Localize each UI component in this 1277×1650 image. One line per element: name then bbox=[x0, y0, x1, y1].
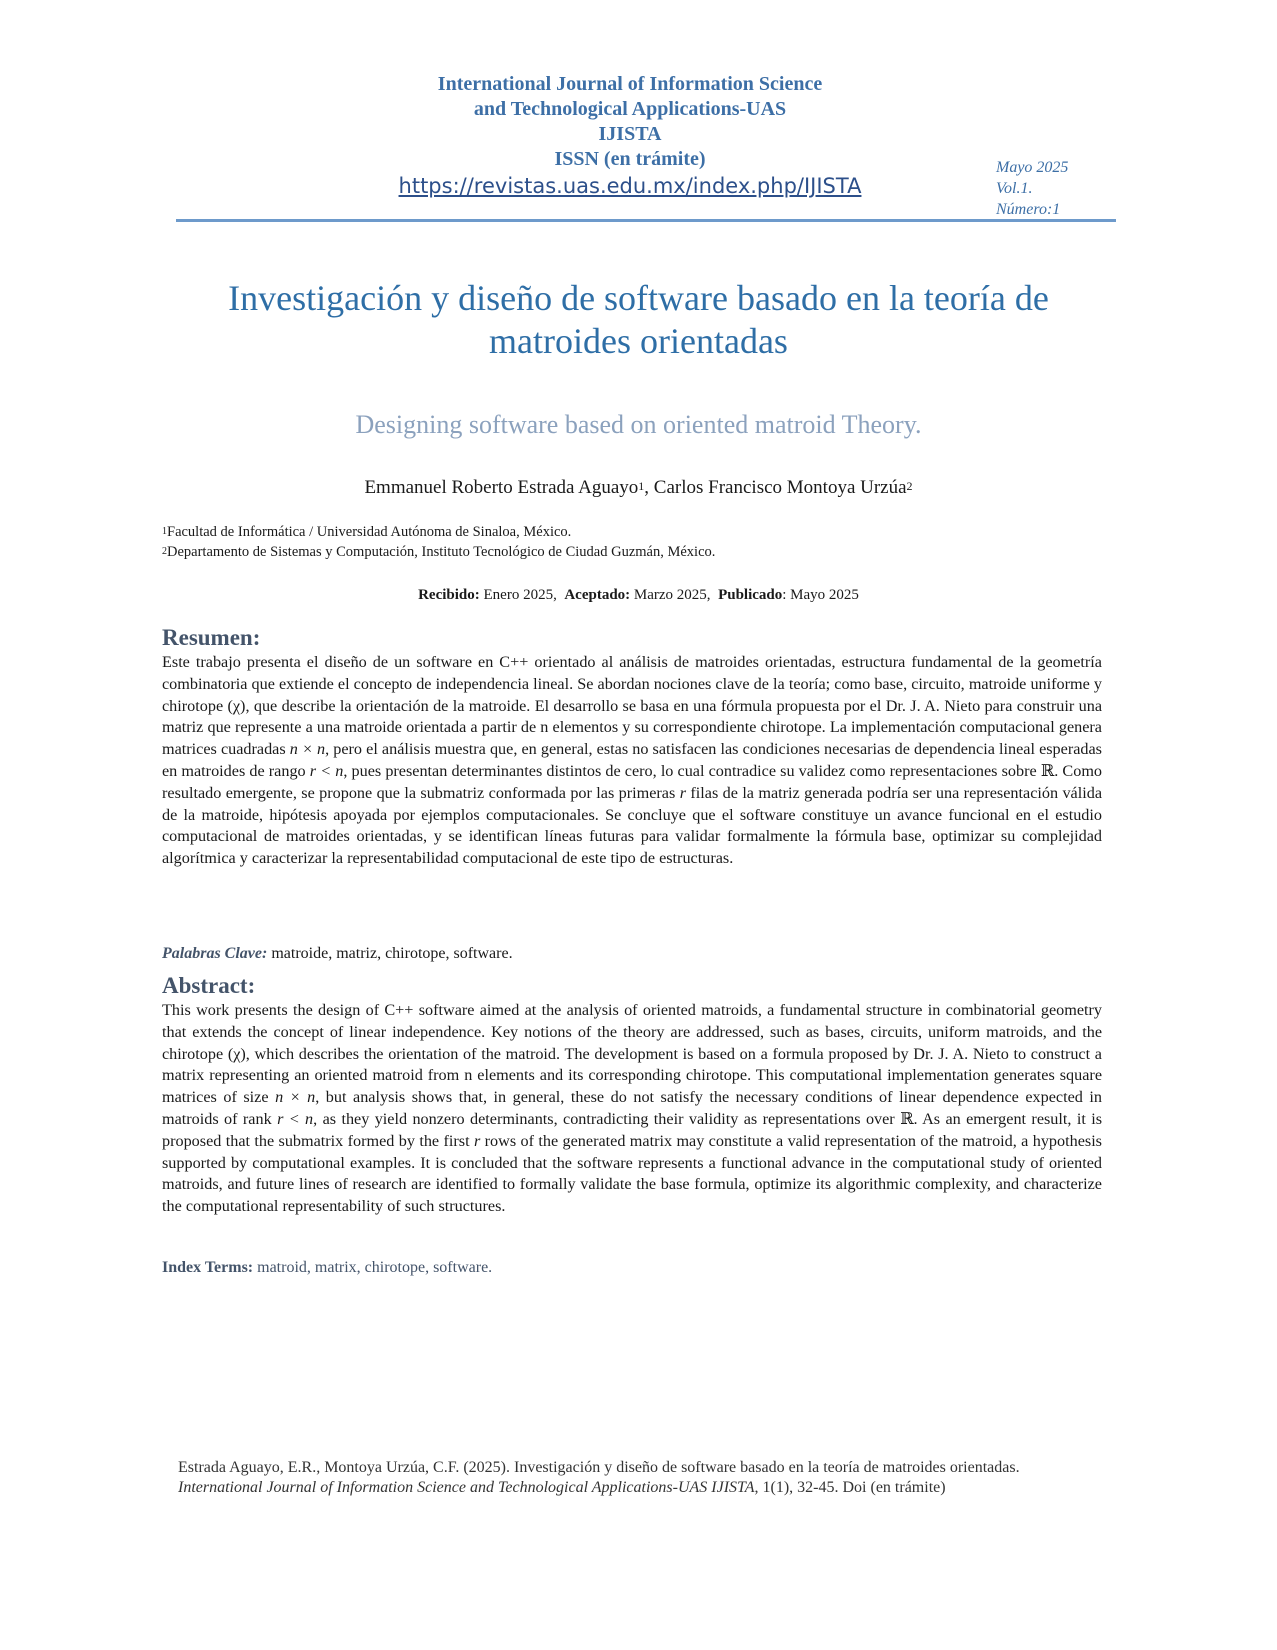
accepted-date: Marzo 2025, bbox=[630, 587, 711, 603]
accepted-label: Aceptado: bbox=[564, 587, 631, 603]
math-inline: r < n bbox=[309, 761, 344, 780]
math-inline: n × n bbox=[275, 1088, 316, 1107]
citation-journal: International Journal of Information Science and Technological Applications-UAS IJISTA bbox=[178, 1479, 755, 1496]
abstract-heading: Abstract: bbox=[162, 973, 256, 998]
journal-acronym: IJISTA bbox=[598, 123, 662, 145]
math-inline: r bbox=[679, 783, 686, 802]
abstract-body: This work presents the design of C++ software aimed at the analysis of oriented matroids, a fundamental structure in combinatorial geometry that extends the concept of linear independence. Key notions of the theory are addressed, such as bases, circuits, uniform matroids, and the chirotope (χ), which describes the orientation of the matroid. The development is based on a formula proposed by Dr. J. A. Nieto to construct a matrix representing an oriented matroid from n elements and its corresponding chirotope. This computational implementation generates square matrices of size n × n, but analysis shows that, in general, these do not satisfy the necessary conditions of linear dependence expected in matroids of rank r < n, as they yield nonzero determinants, contradicting their validity as representations over ℝ. As an emergent result, it is proposed that the submatrix formed by the first r rows of the generated matrix may constitute a valid representation of the matroid, a hypothesis supported by computational examples. It is concluded that the software represents a functional advance in the computational study of oriented matroids, and future lines of research are identified to formally validate the base formula, optimize its algorithmic complexity, and characterize the computational representability of such structures. bbox=[162, 1001, 1102, 1216]
header-divider bbox=[176, 219, 1116, 222]
author-list bbox=[150, 476, 1127, 500]
index-terms-label: Index Terms: bbox=[162, 1259, 254, 1276]
journal-issn: ISSN (en trámite) bbox=[554, 148, 706, 170]
index-terms-value: matroid, matrix, chirotope, software. bbox=[253, 1259, 493, 1276]
paper-title bbox=[150, 277, 1127, 363]
journal-name-line2: and Technological Applications-UAS bbox=[473, 98, 787, 120]
journal-header bbox=[330, 72, 930, 199]
affiliation-item: $^2$Departamento de Sistemas y Computación, Instituto Tecnológico de Ciudad Guzmán, México. bbox=[162, 544, 716, 560]
affiliations bbox=[162, 522, 715, 562]
paper-title-line1: Investigación y diseño de software basado en la teoría de bbox=[228, 278, 1049, 318]
citation-footer: Estrada Aguayo, E.R., Montoya Urzúa, C.F. (2025). Investigación y diseño de software basado en la teoría de matroides orientadas. International Journal of Information Science and Technological Applications-UAS IJISTA, 1(1), 32-45. Doi (en trámite) bbox=[178, 1459, 1020, 1496]
keywords-value: matroide, matriz, chirotope, software. bbox=[267, 945, 513, 962]
published-label: Publicado bbox=[718, 587, 783, 603]
affiliation-marker: 2 bbox=[162, 546, 167, 557]
author-affiliation-marker: 1 bbox=[638, 479, 645, 493]
issue-meta bbox=[996, 157, 1068, 220]
issue-number: Número:1 bbox=[996, 201, 1061, 218]
index-terms bbox=[162, 1259, 492, 1277]
issue-date: Mayo 2025 bbox=[996, 159, 1069, 176]
math-inline: r bbox=[473, 1131, 481, 1150]
math-inline: r < n bbox=[277, 1109, 314, 1128]
author-separator: , bbox=[644, 477, 654, 498]
affiliation-item: $^1$Facultad de Informática / Universidad Autónoma de Sinaloa, México. bbox=[162, 524, 572, 540]
resumen-heading: Resumen: bbox=[162, 625, 261, 650]
journal-name-line1: International Journal of Information Science bbox=[437, 73, 823, 95]
publication-dates bbox=[150, 585, 1127, 605]
math-inline: n × n bbox=[289, 740, 326, 759]
received-date: Enero 2025, bbox=[479, 587, 557, 603]
affiliation-marker: 1 bbox=[162, 526, 167, 537]
author-affiliation-marker: 2 bbox=[906, 479, 913, 493]
paper-subtitle: Designing software based on oriented matroid Theory. bbox=[355, 410, 922, 439]
keywords-label: Palabras Clave: bbox=[162, 945, 268, 962]
issue-volume: Vol.1. bbox=[996, 180, 1033, 197]
keywords-es bbox=[162, 945, 513, 963]
journal-url-link[interactable]: https://revistas.uas.edu.mx/index.php/IJISTA bbox=[398, 174, 862, 198]
received-label: Recibido: bbox=[418, 587, 480, 603]
paper-title-line2: matroides orientadas bbox=[489, 321, 788, 361]
resumen-body: Este trabajo presenta el diseño de un software en C++ orientado al análisis de matroides orientadas, estructura fundamental de la geometría combinatoria que extiende el concepto de independencia lineal. Se abordan nociones clave de la teoría; como base, circuito, matroide uniforme y chirotope (χ), que describe la orientación de la matroide. El desarrollo se basa en una fórmula propuesta por el Dr. J. A. Nieto para construir una matriz que represente a una matroide orientada a partir de n elementos y su correspondiente chirotope. La implementación computacional genera matrices cuadradas n × n, pero el análisis muestra que, en general, estas no satisfacen las condiciones necesarias de dependencia lineal esperadas en matroides de rango r < n, pues presentan determinantes distintos de cero, lo cual contradice su validez como representaciones sobre ℝ. Como resultado emergente, se propone que la submatriz conformada por las primeras r filas de la matriz generada podría ser una representación válida de la matroide, hipótesis apoyada por ejemplos computacionales. Se concluye que el software constituye un avance funcional en el estudio computacional de matroides orientadas, y se identifican líneas futuras para validar formalmente la fórmula base, optimizar su complejidad algorítmica y caracterizar la representabilidad computacional de este tipo de estructuras. bbox=[162, 653, 1102, 868]
published-date: : Mayo 2025 bbox=[782, 587, 859, 603]
author-name: Carlos Francisco Montoya Urzúa bbox=[653, 477, 907, 498]
author-name: Emmanuel Roberto Estrada Aguayo bbox=[364, 477, 639, 498]
